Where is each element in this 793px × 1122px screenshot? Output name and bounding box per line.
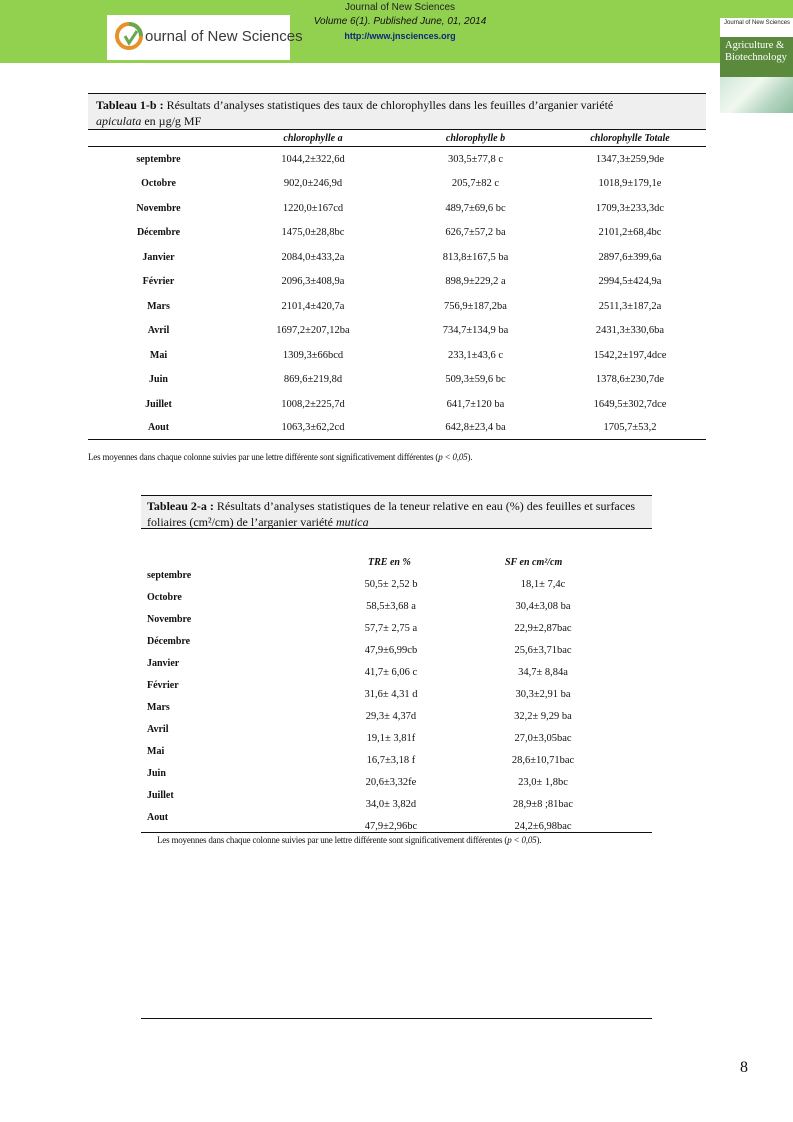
chl-total-cell: 2101,2±68,4bc [598, 227, 662, 239]
table1-footnote-end: ). [467, 452, 473, 462]
table2-caption [141, 495, 652, 529]
chl-total-cell: 1542,2±197,4dce [593, 349, 667, 361]
table2-caption-text: Résultats d’analyses statistiques de la teneur relative en eau (%) des feuilles et surfaces foliaires (cm²/cm) de l’arganier variété [147, 499, 636, 529]
table2-tre-cell: 57,7± 2,75 a [364, 623, 418, 634]
chl-a-cell: 1309,3±66bcd [282, 349, 344, 361]
chl-total-cell: 2897,6±399,6a [598, 251, 662, 263]
table2-tre-cell: 19,1± 3,81f [366, 733, 416, 744]
chl-b-cell: 303,5±77,8 c [447, 153, 504, 165]
chl-a-cell: 902,0±246,9d [283, 178, 343, 190]
month-cell: Mars [147, 300, 170, 312]
chl-total-cell: 1649,5±302,7dce [593, 398, 667, 410]
table-row [88, 221, 706, 246]
table2-sf-cell: 22,9±2,87bac [514, 623, 572, 634]
table2-month-label: Mars [147, 702, 170, 713]
table2-sf-cell: 23,0± 1,8bc [518, 777, 568, 788]
table2-tre-cell: 47,9±6,99cb [364, 645, 418, 656]
month-cell: Juin [149, 374, 168, 386]
table2-sf-cell: 24,2±6,98bac [514, 821, 572, 832]
table2-month-label: Janvier [147, 658, 180, 669]
month-cell: Décembre [136, 227, 181, 239]
table2-bottom-rule [141, 832, 652, 833]
table2-sf-cell: 28,9±8 ;81bac [512, 799, 573, 810]
table2-month-label: Juin [147, 768, 166, 779]
chl-b-cell: 489,7±69,6 bc [445, 202, 506, 214]
table2-month-label: Octobre [147, 592, 182, 603]
chl-a-cell: 2084,0±433,2a [281, 251, 345, 263]
month-cell: Mai [149, 349, 168, 361]
month-cell: Février [142, 276, 175, 288]
chl-a-cell: 1475,0±28,8bc [281, 227, 345, 239]
table2-tre-cell: 29,3± 4,37d [365, 711, 417, 722]
chl-total-cell: 2431,3±330,6ba [595, 325, 665, 337]
chl-a-cell: 869,6±219,8d [283, 374, 343, 386]
table1-caption-label: Tableau 1-b : [96, 98, 164, 112]
table-row [88, 245, 706, 270]
table1-header-row [88, 130, 706, 147]
chl-a-cell: 1044,2±322,6d [281, 153, 345, 165]
chl-total-cell: 1709,3±233,3dc [595, 202, 665, 214]
table2-caption-label: Tableau 2-a : [147, 499, 214, 513]
table2-month-label: Juillet [147, 790, 174, 801]
chl-total-cell: 2994,5±424,9a [598, 276, 662, 288]
table1-footnote-text: Les moyennes dans chaque colonne suivies par une lettre différente sont significativement différentes ( [88, 452, 439, 462]
chl-a-cell: 1220,0±167cd [282, 202, 344, 214]
logo-text: ournal of New Sciences [145, 28, 303, 45]
table2-month-label: Avril [147, 724, 169, 735]
chl-b-cell: 205,7±82 c [451, 178, 500, 190]
table2-sf-cell: 32,2± 9,29 ba [514, 711, 572, 722]
table2-tre-cell: 47,9±2,96bc [364, 821, 418, 832]
table-row [88, 392, 706, 417]
journal-volume: Volume 6(1). Published June, 01, 2014 [313, 16, 487, 27]
table2-month-label: Novembre [147, 614, 192, 625]
table-row [88, 147, 706, 172]
table2-footnote [157, 835, 541, 845]
section-badge-label: Agriculture & Biotechnology [720, 37, 793, 77]
month-cell: Juillet [145, 398, 172, 410]
month-cell: Janvier [142, 251, 175, 263]
chl-b-cell: 642,8±23,4 ba [397, 417, 554, 440]
chl-a-cell: 1008,2±225,7d [281, 398, 345, 410]
table2-footnote-text: Les moyennes dans chaque colonne suivies par une lettre différente sont significativement différentes ( [157, 835, 508, 845]
table-row [88, 270, 706, 295]
table2-sf-cell: 34,7± 8,84a [518, 667, 568, 678]
table2-tre-cell: 41,7± 6,06 c [364, 667, 418, 678]
chl-b-cell: 813,8±167,5 ba [442, 251, 509, 263]
chl-total-cell: 1018,9±179,1e [598, 178, 662, 190]
table2-tre-cell: 58,5±3,68 a [366, 601, 416, 612]
table2-month-label: Aout [147, 812, 169, 823]
chl-b-cell: 756,9±187,2ba [444, 300, 507, 312]
table-row [88, 417, 706, 440]
table-row [88, 196, 706, 221]
table2-month-label: Décembre [147, 636, 191, 647]
chl-b-cell: 626,7±57,2 ba [445, 227, 506, 239]
table1-header-chl-total: chlorophylle Totale [554, 130, 706, 147]
table2-header-sf: SF en cm²/cm [505, 557, 563, 568]
section-badge [720, 18, 793, 113]
table2-sf-cell: 25,6±3,71bac [514, 645, 572, 656]
journal-name: Journal of New Sciences [344, 2, 456, 13]
table1-header-blank [88, 130, 229, 147]
table2-sf-cell: 27,0±3,05bac [514, 733, 572, 744]
table1-header-chl-b: chlorophylle b [397, 130, 554, 147]
table1-footnote [88, 452, 472, 462]
table2-tre-cell: 50,5± 2,52 b [364, 579, 418, 590]
chl-b-cell: 734,7±134,9 ba [442, 325, 509, 337]
table2-tre-cell: 20,6±3,32fe [365, 777, 417, 788]
chl-total-cell: 1705,7±53,2 [554, 417, 706, 440]
month-cell: septembre [136, 153, 181, 165]
table1 [88, 129, 706, 440]
table2-caption-species: mutica [335, 515, 369, 529]
page-number: 8 [740, 1059, 748, 1076]
table1-caption-text: Résultats d’analyses statistiques des taux de chlorophylles dans les feuilles d’arganier variété [166, 98, 614, 112]
table2-month-label: Février [147, 680, 179, 691]
table2-tre-cell: 31,6± 4,31 d [364, 689, 418, 700]
table2-sf-cell: 30,3±2,91 ba [515, 689, 571, 700]
logo-swirl-icon [115, 21, 145, 53]
table1-footnote-p: p < 0,05 [438, 452, 468, 462]
table1-header-chl-a: chlorophylle a [229, 130, 397, 147]
table2-footnote-p: p < 0,05 [507, 835, 537, 845]
chl-total-cell: 1378,6±230,7de [595, 374, 665, 386]
table2-month-label: Mai [147, 746, 165, 757]
chl-a-cell: 1697,2±207,12ba [276, 325, 350, 337]
table2-tre-cell: 34,0± 3,82d [365, 799, 417, 810]
table2-tre-cell: 16,7±3,18 f [366, 755, 416, 766]
chl-b-cell: 898,9±229,2 a [445, 276, 506, 288]
chl-b-cell: 233,1±43,6 c [447, 349, 504, 361]
chl-a-cell: 1063,3±62,2cd [229, 417, 397, 440]
chl-a-cell: 2096,3±408,9a [281, 276, 345, 288]
table2-sf-cell: 18,1± 7,4c [520, 579, 566, 590]
journal-header-band [0, 0, 793, 63]
month-cell: Novembre [136, 202, 181, 214]
table-row [88, 368, 706, 393]
table2-header-tre: TRE en % [368, 557, 411, 568]
page-bottom-rule [141, 1018, 652, 1019]
table2-month-label: septembre [147, 570, 192, 581]
chl-total-cell: 2511,3±187,2a [598, 300, 662, 312]
table1-caption-unit: en µg/g MF [144, 114, 202, 128]
table-row [88, 319, 706, 344]
month-cell: Octobre [141, 178, 176, 190]
month-cell: Aout [88, 417, 229, 440]
table-row [88, 172, 706, 197]
chl-b-cell: 641,7±120 ba [446, 398, 505, 410]
month-cell: Avril [147, 325, 170, 337]
journal-logo [107, 15, 303, 60]
chl-b-cell: 509,3±59,6 bc [445, 374, 506, 386]
chl-total-cell: 1347,3±259,9de [595, 153, 665, 165]
table1-caption [88, 93, 706, 129]
chl-a-cell: 2101,4±420,7a [281, 300, 345, 312]
table-row [88, 343, 706, 368]
table2-footnote-end: ). [536, 835, 542, 845]
section-badge-photo [720, 77, 793, 113]
table1-caption-species: apiculata [96, 114, 142, 128]
table2-sf-cell: 28,6±10,71bac [511, 755, 575, 766]
table-row [88, 294, 706, 319]
table2-sf-cell: 30,4±3,08 ba [515, 601, 571, 612]
journal-url-link[interactable]: http://www.jnsciences.org [344, 31, 456, 41]
section-badge-journal: Journal of New Sciences [724, 20, 791, 26]
